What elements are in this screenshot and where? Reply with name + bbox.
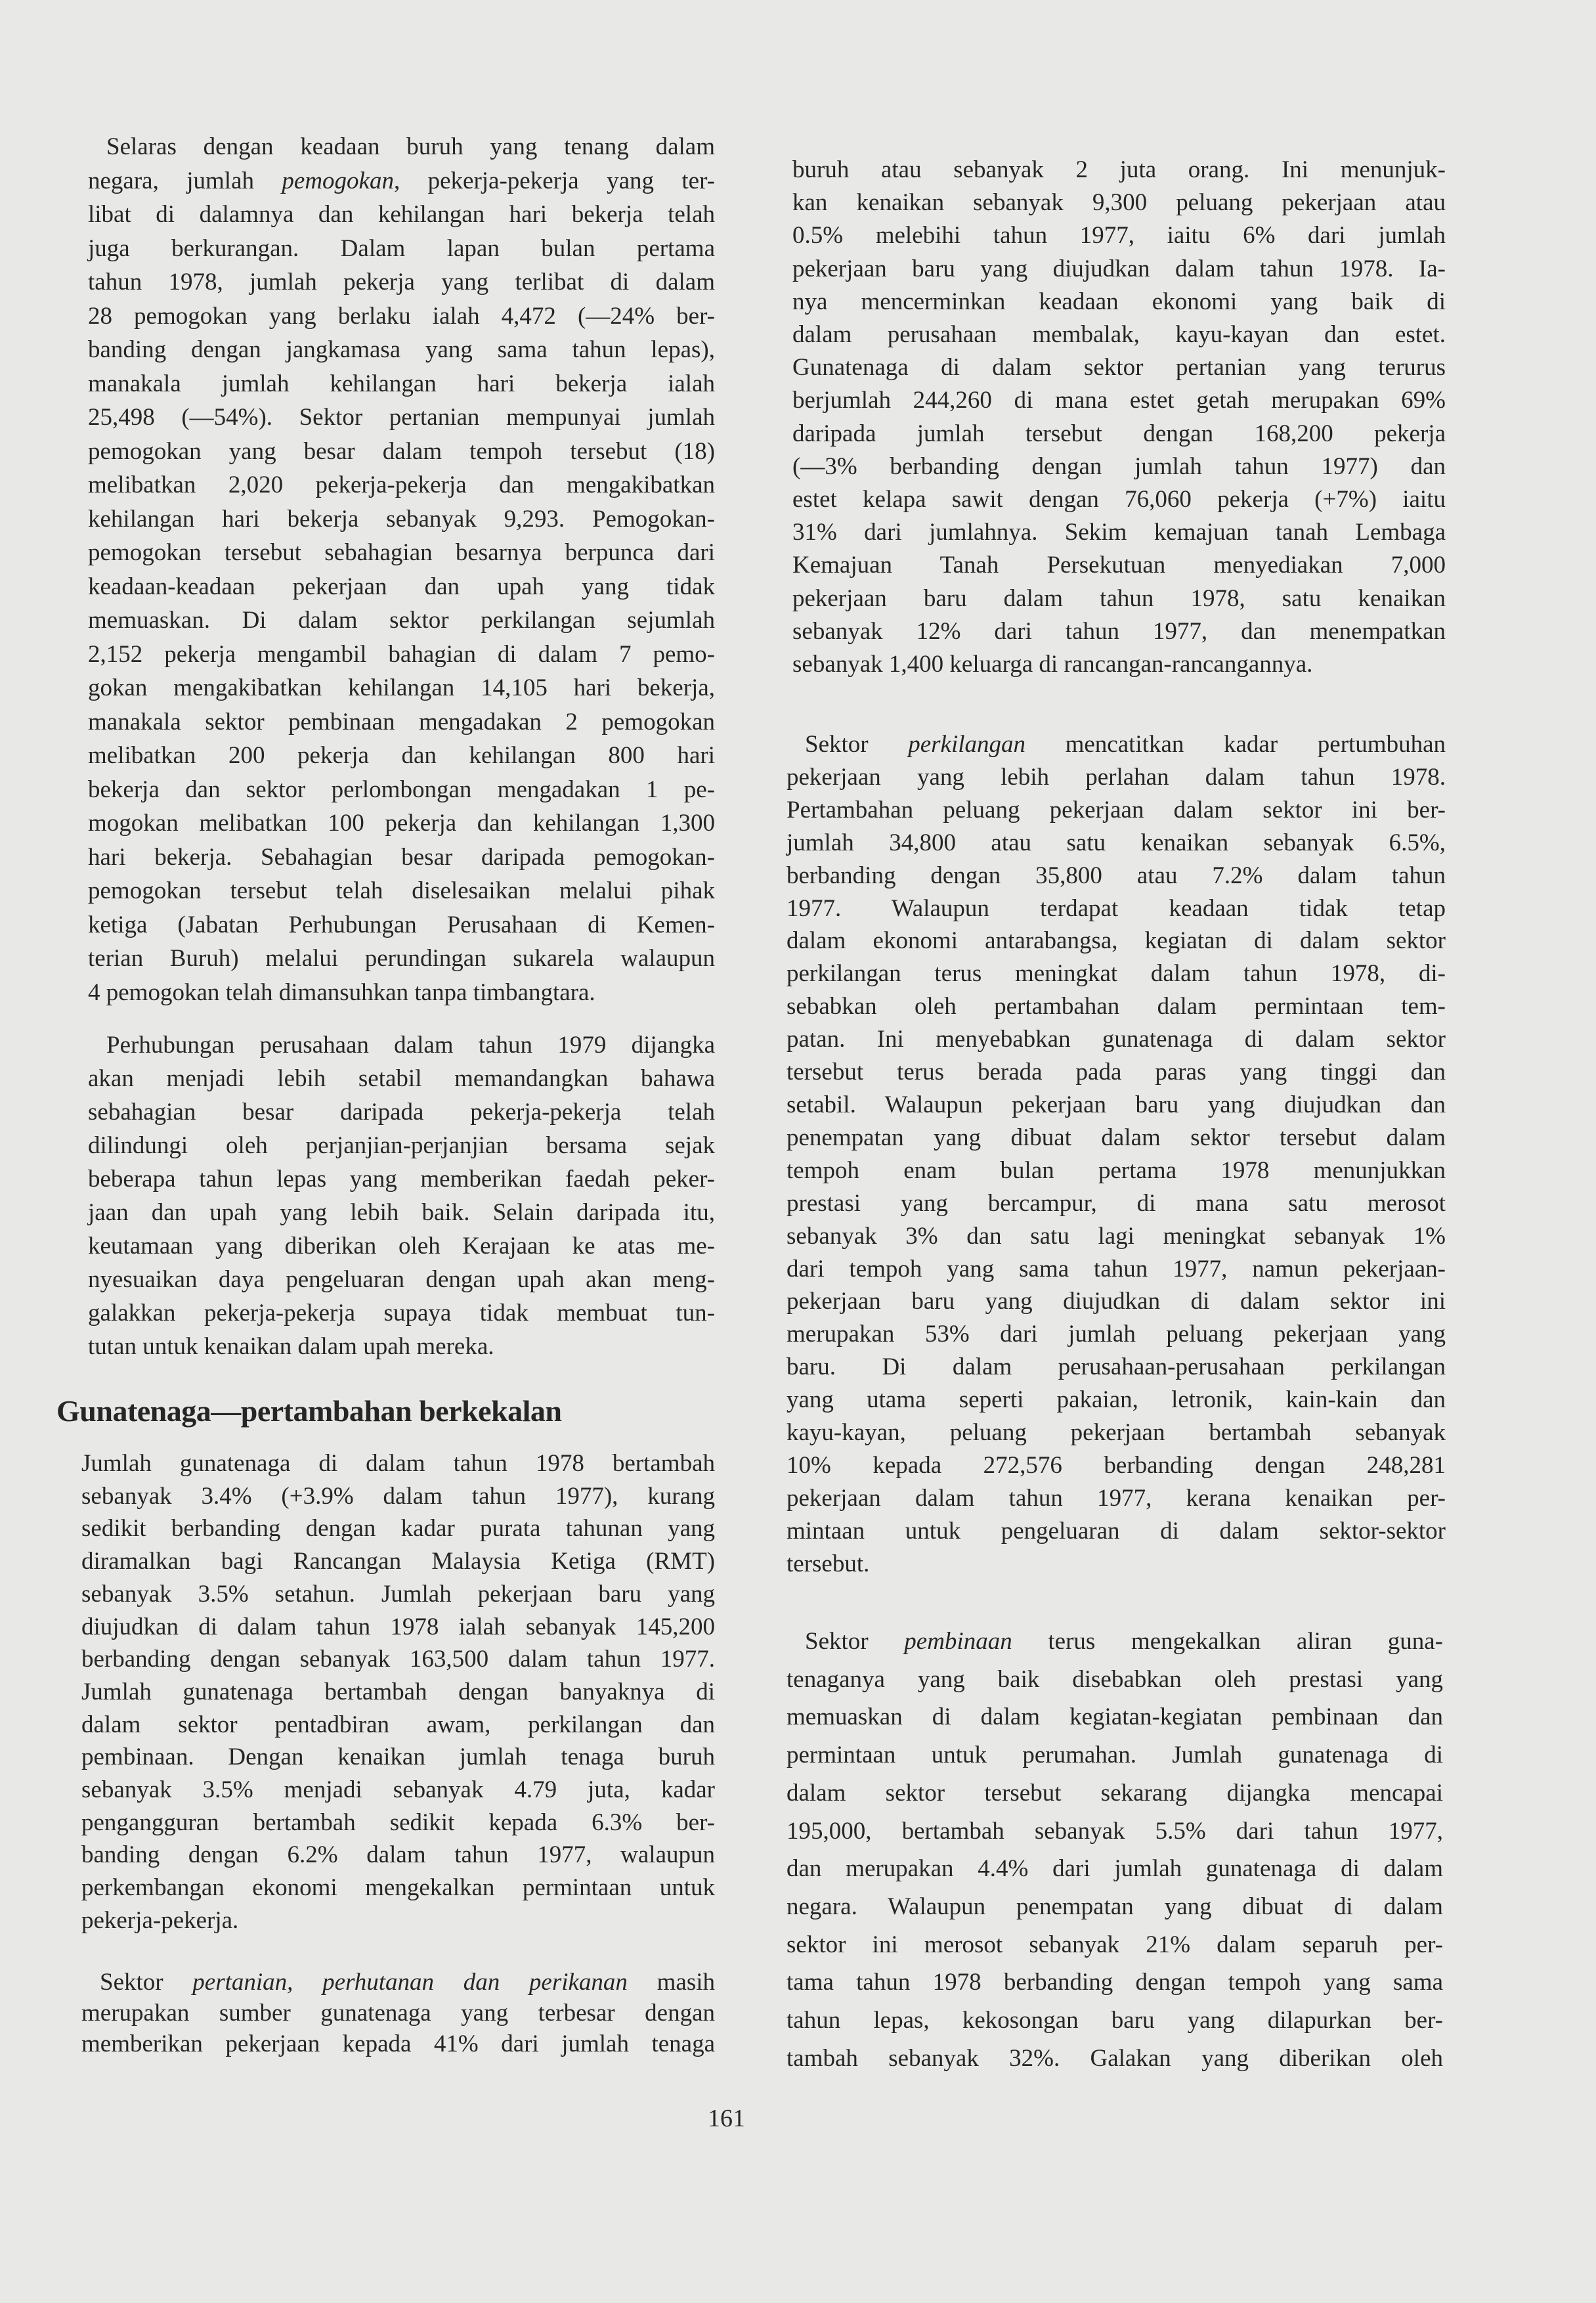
text-line — [787, 728, 1446, 761]
text-line: 2,152 pekerja mengambil bahagian di dalam 7 pemo- — [88, 640, 715, 668]
text-line — [81, 1967, 715, 1998]
text-line: sebanyak 1,400 keluarga di rancangan-rancangannya. — [792, 651, 1313, 678]
text-line: pekerjaan baru dalam tahun 1978, satu kenaikan — [792, 584, 1446, 612]
text-line: merupakan sumber gunatenaga yang terbesar dengan — [81, 2000, 715, 2027]
text-line: patan. Ini menyebabkan gunatenaga di dalam sektor — [787, 1026, 1446, 1053]
text-segment: Sektor — [805, 731, 909, 758]
text-line: diramalkan bagi Rancangan Malaysia Ketiga (RMT) — [81, 1548, 715, 1575]
text-line: pekerjaan baru yang diujudkan di dalam sektor ini — [787, 1288, 1446, 1315]
text-line: mintaan untuk pengeluaran di dalam sektor-sektor — [787, 1517, 1446, 1545]
text-line: sebanyak 12% dari tahun 1977, dan menempatkan — [792, 617, 1446, 645]
text-line: negara. Walaupun penempatan yang dibuat di dalam — [787, 1893, 1443, 1920]
text-line: juga berkurangan. Dalam lapan bulan pertama — [88, 234, 715, 262]
text-line: (—3% berbanding dengan jumlah tahun 1977) dan — [792, 452, 1446, 480]
text-line: sebanyak 3.4% (+3.9% dalam tahun 1977), kurang — [81, 1482, 715, 1510]
text-line: dan merupakan 4.4% dari jumlah gunatenaga di dalam — [787, 1855, 1443, 1883]
text-line: dalam sektor pentadbiran awam, perkilangan dan — [81, 1711, 715, 1738]
text-line: libat di dalamnya dan kehilangan hari bekerja telah — [88, 201, 715, 228]
text-line: pekerjaan dalam tahun 1977, kerana kenaikan per- — [787, 1484, 1446, 1512]
text-line: jumlah 34,800 atau satu kenaikan sebanyak 6.5%, — [787, 829, 1446, 856]
text-line: dalam ekonomi antarabangsa, kegiatan di dalam sektor — [787, 927, 1446, 955]
text-line: sedikit berbanding dengan kadar purata tahunan yang — [81, 1515, 715, 1543]
text-line: Jumlah gunatenaga bertambah dengan banyaknya di — [81, 1678, 715, 1705]
text-line: tersebut terus berada pada paras yang tinggi dan — [787, 1059, 1446, 1086]
text-line: permintaan untuk perumahan. Jumlah gunatenaga di — [787, 1742, 1443, 1769]
paragraph-labour-force — [81, 1447, 715, 1937]
text-line: sektor ini merosot sebanyak 21% dalam separuh per- — [787, 1931, 1443, 1958]
text-line: pengangguran bertambah sedikit kepada 6.3% ber- — [81, 1809, 715, 1836]
text-line: tahun lepas, kekosongan baru yang dilapurkan ber- — [787, 2007, 1443, 2034]
text-line: berjumlah 244,260 di mana estet getah merupakan 69% — [792, 387, 1446, 414]
section-heading: Gunatenaga—pertambahan berkekalan — [56, 1394, 562, 1428]
text-line: Perhubungan perusahaan dalam tahun 1979 dijangka — [106, 1032, 715, 1059]
text-segment: Sektor — [805, 1628, 905, 1655]
text-line: pemogokan tersebut sebahagian besarnya berpunca dari — [88, 539, 715, 566]
text-line: sebanyak 3.5% menjadi sebanyak 4.79 juta, kadar — [81, 1776, 715, 1804]
text-line: 195,000, bertambah sebanyak 5.5% dari tahun 1977, — [787, 1817, 1443, 1845]
text-line: tama tahun 1978 berbanding dengan tempoh yang sama — [787, 1969, 1443, 1996]
text-line: sebanyak 3.5% setahun. Jumlah pekerjaan baru yang — [81, 1580, 715, 1608]
paragraph-manufacturing-sector — [787, 728, 1446, 1581]
text-line: tempoh enam bulan pertama 1978 menunjukkan — [787, 1156, 1446, 1184]
text-line: bekerja dan sektor perlombongan mengadakan 1 pe- — [88, 776, 715, 803]
text-line: akan menjadi lebih setabil memandangkan bahawa — [88, 1065, 715, 1092]
text-line: buruh atau sebanyak 2 juta orang. Ini menunjuk- — [792, 156, 1446, 183]
text-line: mogokan melibatkan 100 pekerja dan kehilangan 1,300 — [88, 810, 715, 837]
text-line: Gunatenaga di dalam sektor pertanian yang terurus — [792, 354, 1446, 382]
text-segment: masih — [627, 1969, 715, 1996]
text-line: kan kenaikan sebanyak 9,300 peluang pekerjaan atau — [792, 189, 1446, 217]
text-line: 4 pemogokan telah dimansuhkan tanpa timbangtara. — [88, 978, 595, 1006]
text-line: Selaras dengan keadaan buruh yang tenang dalam — [106, 133, 715, 160]
text-line: memberikan pekerjaan kepada 41% dari jumlah tenaga — [81, 2030, 715, 2057]
text-line: dalam perusahaan membalak, kayu-kayan dan estet. — [792, 321, 1446, 349]
text-line: sebabkan oleh pertambahan dalam permintaan tem- — [787, 993, 1446, 1020]
text-line: melibatkan 200 pekerja dan kehilangan 800 hari — [88, 742, 715, 769]
text-line: nya mencerminkan keadaan ekonomi yang baik di — [792, 288, 1446, 315]
text-line: penempatan yang dibuat dalam sektor tersebut dalam — [787, 1124, 1446, 1151]
text-line: estet kelapa sawit dengan 76,060 pekerja (+7%) iaitu — [792, 486, 1446, 514]
page-number: 161 — [708, 2105, 745, 2132]
text-line: tutan untuk kenaikan dalam upah mereka. — [88, 1333, 494, 1360]
text-line: tahun 1978, jumlah pekerja yang terlibat di dalam — [88, 269, 715, 296]
text-line: memuaskan di dalam kegiatan-kegiatan pembinaan dan — [787, 1703, 1443, 1731]
text-line: manakala jumlah kehilangan hari bekerja ialah — [88, 370, 715, 397]
text-line: pemogokan yang besar dalam tempoh tersebut (18) — [88, 437, 715, 465]
italic-term: perkilangan — [908, 731, 1026, 758]
text-line: merupakan 53% dari jumlah peluang pekerjaan yang — [787, 1321, 1446, 1348]
paragraph-industrial-relations-1979 — [88, 1028, 715, 1363]
text-line: perkembangan ekonomi mengekalkan permintaan untuk — [81, 1874, 715, 1902]
text-line: 10% kepada 272,576 berbanding dengan 248,281 — [787, 1451, 1446, 1479]
text-line: dilindungi oleh perjanjian-perjanjian bersama sejak — [88, 1132, 715, 1159]
text-line: dari tempoh yang sama tahun 1977, namun pekerjaan- — [787, 1255, 1446, 1283]
text-line: memuaskan. Di dalam sektor perkilangan sejumlah — [88, 607, 715, 634]
text-line: dalam sektor tersebut sekarang dijangka mencapai — [787, 1779, 1443, 1807]
text-line: tenaganya yang baik disebabkan oleh prestasi yang — [787, 1665, 1443, 1693]
text-line: diujudkan di dalam tahun 1978 ialah sebanyak 145,200 — [81, 1613, 715, 1640]
text-line: 31% dari jumlahnya. Sekim kemajuan tanah Lembaga — [792, 519, 1446, 546]
italic-term: pertanian, perhutanan dan perikanan — [192, 1969, 628, 1996]
text-line: tersebut. — [787, 1550, 870, 1577]
paragraph-agriculture-sector — [81, 1967, 715, 2059]
text-line: 1977. Walaupun terdapat keadaan tidak tetap — [787, 894, 1446, 922]
text-line: gokan mengakibatkan kehilangan 14,105 hari bekerja, — [88, 674, 715, 701]
text-line: pekerjaan yang lebih perlahan dalam tahun 1978. — [787, 763, 1446, 791]
paragraph-construction-sector — [787, 1623, 1443, 2077]
text-line: perkilangan terus meningkat dalam tahun 1978, di- — [787, 960, 1446, 988]
text-segment: negara, jumlah — [88, 167, 282, 194]
text-line: sebahagian besar daripada pekerja-pekerja telah — [88, 1099, 715, 1126]
text-line: kayu-kayan, peluang pekerjaan bertambah sebanyak — [787, 1419, 1446, 1447]
text-line: prestasi yang bercampur, di mana satu merosot — [787, 1189, 1446, 1217]
text-line: pemogokan tersebut telah diselesaikan melalui pihak — [88, 877, 715, 904]
text-line: banding dengan 6.2% dalam tahun 1977, walaupun — [81, 1841, 715, 1869]
text-line: setabil. Walaupun pekerjaan baru yang diujudkan dan — [787, 1091, 1446, 1118]
text-line: nyesuaikan daya pengeluaran dengan upah akan meng- — [88, 1266, 715, 1293]
italic-term: pembinaan — [904, 1628, 1012, 1655]
text-line: sebanyak 3% dan satu lagi meningkat sebanyak 1% — [787, 1222, 1446, 1250]
text-line: galakkan pekerja-pekerja supaya tidak membuat tun- — [88, 1300, 715, 1327]
text-line: berbanding dengan sebanyak 163,500 dalam tahun 1977. — [81, 1646, 715, 1673]
text-line: melibatkan 2,020 pekerja-pekerja dan mengakibatkan — [88, 472, 715, 498]
text-line: pekerja-pekerja. — [81, 1906, 239, 1934]
text-segment: , pekerja-pekerja yang ter- — [393, 167, 715, 194]
italic-term: pemogokan — [282, 167, 394, 194]
text-segment: terus mengekalkan aliran guna- — [1012, 1628, 1443, 1655]
text-line: daripada jumlah tersebut dengan 168,200 pekerja — [792, 420, 1446, 447]
text-line — [787, 1623, 1443, 1661]
text-line: 25,498 (—54%). Sektor pertanian mempunyai jumlah — [88, 404, 715, 431]
text-segment: Sektor — [100, 1969, 193, 1996]
text-line: berbanding dengan 35,800 atau 7.2% dalam tahun — [787, 862, 1446, 889]
text-line: baru. Di dalam perusahaan-perusahaan perkilangan — [787, 1353, 1446, 1381]
paragraph-agriculture-continued — [792, 154, 1446, 681]
text-line: ketiga (Jabatan Perhubungan Perusahaan di Kemen- — [88, 911, 715, 938]
text-line: keutamaan yang diberikan oleh Kerajaan ke atas me- — [88, 1233, 715, 1260]
text-line: Pertambahan peluang pekerjaan dalam sektor ini ber- — [787, 796, 1446, 823]
text-line — [88, 164, 715, 198]
text-line: banding dengan jangkamasa yang sama tahun lepas), — [88, 336, 715, 363]
text-line: keadaan-keadaan pekerjaan dan upah yang tidak — [88, 573, 715, 600]
text-line: 0.5% melebihi tahun 1977, iaitu 6% dari jumlah — [792, 222, 1446, 250]
text-line: pembinaan. Dengan kenaikan jumlah tenaga buruh — [81, 1744, 715, 1771]
text-line: Kemajuan Tanah Persekutuan menyediakan 7,000 — [792, 552, 1446, 579]
text-line: beberapa tahun lepas yang memberikan faedah peker- — [88, 1166, 715, 1193]
text-line: 28 pemogokan yang berlaku ialah 4,472 (—24% ber- — [88, 302, 715, 330]
text-line: terian Buruh) melalui perundingan sukarela walaupun — [88, 945, 715, 972]
text-line: jaan dan upah yang lebih baik. Selain daripada itu, — [88, 1199, 715, 1226]
text-line: yang utama seperti pakaian, letronik, kain-kain dan — [787, 1386, 1446, 1414]
text-line: pekerjaan baru yang diujudkan dalam tahun 1978. Ia- — [792, 255, 1446, 282]
text-line: manakala sektor pembinaan mengadakan 2 pemogokan — [88, 708, 715, 735]
text-line: tambah sebanyak 32%. Galakan yang diberikan oleh — [787, 2044, 1443, 2072]
text-line: hari bekerja. Sebahagian besar daripada pemogokan- — [88, 843, 715, 871]
text-line: Jumlah gunatenaga di dalam tahun 1978 bertambah — [81, 1450, 715, 1477]
paragraph-industrial-strikes — [88, 130, 715, 1009]
text-segment: mencatitkan kadar pertumbuhan — [1025, 731, 1446, 758]
text-line: kehilangan hari bekerja sebanyak 9,293. Pemogokan- — [88, 505, 715, 533]
